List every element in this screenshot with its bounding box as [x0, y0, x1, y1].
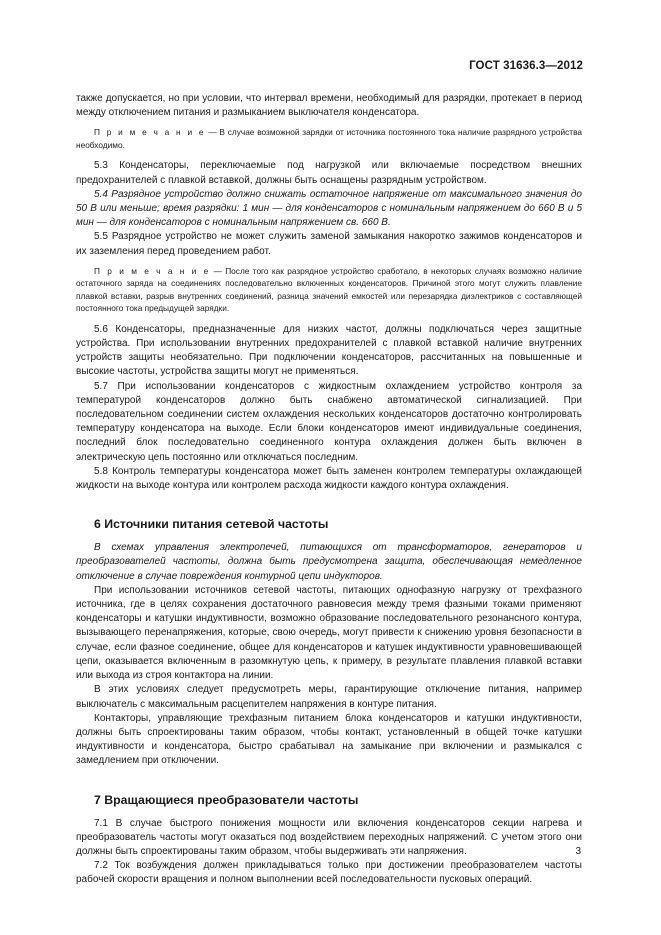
section-6-paragraph-4: Контакторы, управляющие трехфазным питанием блока конденсаторов и катушки индуктивности, должны быть спроектированы таким образом, чтобы контакт, установленный в общей точке катушки индуктивности и конденсатора, быстро срабатывал на замыкание при включении и размыкался с замедлением при отключении. — [76, 712, 582, 767]
note-text: — В случае возможной зарядки от источника постоянного тока наличие разрядного устройства необходимо. — [76, 127, 583, 150]
page-number: 3 — [575, 846, 581, 857]
section-6-paragraph-2: При использовании источников сетевой частоты, питающих однофазную нагрузку от трехфазного источника, где в целях сохранения достаточного равновесия между тремя фазными токами применяют конденсаторы и катушки индуктивности, возможно образование последовательного резонансного контура, вызывающего перенапряжения, которые, свою очередь, могут привести к снижению уровня безопасности в случае, если фазное соединение, общее для конденсаторов и катушек индуктивности уравновешивающей цепи, оказывается включенным в разомкнутую цепь, к примеру, в результате плавления плавкой вставки или выхода из строя контактора на линии. — [76, 584, 582, 682]
section-6-title: 6 Источники питания сетевой частоты — [94, 517, 329, 532]
paragraph-5-3: 5.3 Конденсаторы, переключаемые под нагрузкой или включаемые посредством внешних предохранителей с плавкой вставкой, должны быть оснащены разрядным устройством. — [76, 160, 582, 186]
paragraph-7-2: 7.2 Ток возбуждения должен прикладываться только при достижении преобразователем частоты рабочей скорости вращения и полном выполнении всей последовательности пусковых операций. — [76, 860, 582, 886]
paragraph-5-5: 5.5 Разрядное устройство не может служить заменой замыкания накоротко зажимов конденсаторов и их заземления перед проведением работ. — [76, 231, 582, 257]
paragraph-5-4: 5.4 Разрядное устройство должно снижать остаточное напряжение от максимального значения до 50 В или меньше; время разрядки: 1 мин — для конденсаторов с номинальным напряжением до 660 В и 5 мин — для конденсаторов с номинальным напряжением св. 660 В. — [76, 188, 582, 229]
note-2 — [76, 265, 582, 315]
paragraph-5-8: 5.8 Контроль температуры конденсатора может быть заменен контролем температуры охлаждающей жидкости на выходе контура или контролем расхода жидкости каждого контура охлаждения. — [76, 465, 582, 492]
note-text: — После того как разрядное устройство сработало, в некоторых случаях возможно наличие остаточного заряда на соединениях последовательно включенных конденсаторов. Причиной этого могут служить плавление плавкой вставки, разрыв внутренних соединений, разница значений емкостей или перезарядка диэлектриков с составляющей постоянного тока предыдущей зарядки. — [76, 265, 582, 314]
note-1 — [76, 126, 582, 151]
section-6-italic-paragraph: В схемах управления электропечей, питающихся от трансформаторов, генераторов и преобразователей частоты, должна быть предусмотрена защита, обеспечивающая немедленное отключение в случае повреждения контурной цепи индукторов. — [76, 542, 582, 582]
section-7-title: 7 Вращающиеся преобразователи частоты — [94, 792, 359, 807]
document-code: ГОСТ 31636.3—2012 — [469, 60, 583, 72]
note-label: П р и м е ч а н и е — [94, 265, 211, 276]
note-label: П р и м е ч а н и е — [94, 127, 206, 138]
page-content — [76, 92, 582, 888]
paragraph-5-7: 5.7 При использовании конденсаторов с жидкостным охлаждением устройство контроля за температурой конденсаторов должно быть снабжено автоматической сигнализацией. При последовательном соединении систем охлаждения нескольких конденсаторов достаточно контролировать температуру конденсатора на выходе. Если блоки конденсаторов имеют индивидуальные соединения, последний блок последовательно соединенного контура охлаждения должен быть включен в электрическую цепь постоянно или отключаться последним. — [76, 380, 582, 463]
paragraph-7-1: 7.1 В случае быстрого понижения мощности или включения конденсаторов секции нагрева и преобразователь частоты могут оказаться под воздействием переходных напряжений. С учетом этого они должны быть спроектированы таким образом, чтобы выдерживать эти напряжения. — [76, 817, 582, 857]
paragraph-5-6: 5.6 Конденсаторы, предназначенные для низких частот, должны подключаться через защитные устройства. При использовании внутренних предохранителей с плавкой вставкой наличие внутренних устройств защиты необязательно. При подключении конденсаторов, рассчитанных на повышенные и высокие частоты, устройства защиты могут не применяться. — [76, 323, 582, 378]
section-6-paragraph-3: В этих условиях следует предусмотреть меры, гарантирующие отключение питания, например выключатель с максимальным расцепителем напряжения в контуре питания. — [76, 684, 582, 710]
paragraph-continuation: также допускается, но при условии, что интервал времени, необходимый для разрядки, протекает в период между отключением питания и размыканием выключателя конденсатора. — [76, 93, 582, 119]
